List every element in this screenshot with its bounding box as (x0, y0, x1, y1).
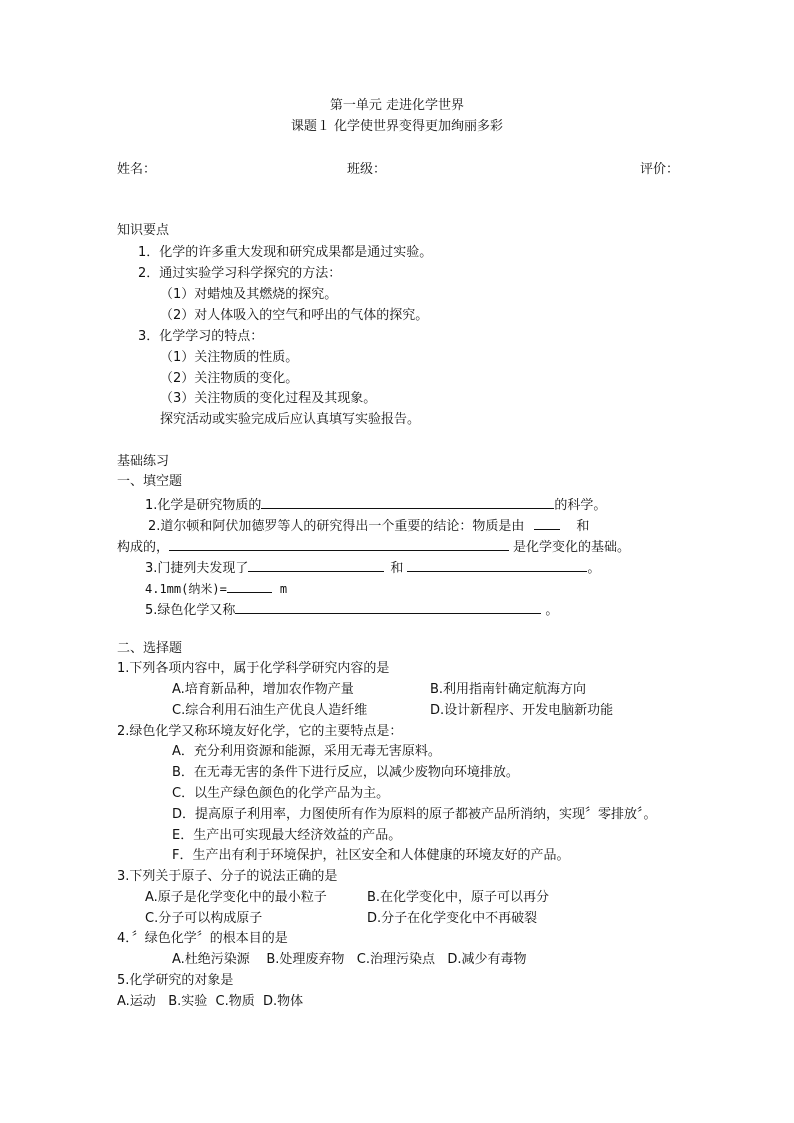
q1-option-a[interactable]: A.培育新品种，增加农作物产量 (172, 682, 354, 697)
fill-question-4 (145, 579, 287, 597)
fill-1-text-b: 的科学。 (554, 498, 607, 513)
knowledge-point-3c: （3）关注物质的变化过程及其现象。 (160, 391, 377, 406)
choice-question-1: 1.下列各项内容中，属于化学科学研究内容的是 (117, 661, 390, 676)
fill-2-blank-2[interactable] (169, 537, 509, 551)
fill-2-text-b: 和 (576, 519, 590, 534)
q2-option-d[interactable]: D．提高原子利用率，力图使所有作为原料的原子都被产品所消纳，实现〞零排放〞。 (172, 807, 657, 822)
q1-option-b[interactable]: B.利用指南针确定航海方向 (430, 682, 587, 697)
q3-option-a[interactable]: A.原子是化学变化中的最小粒子 (145, 890, 327, 905)
fill-5-blank[interactable] (235, 600, 541, 614)
grade-label: 评价： (640, 162, 680, 177)
fill-2-text-c: 构成的， (117, 540, 170, 555)
fill-2-blank-1[interactable] (534, 516, 560, 530)
fill-question-1 (145, 495, 606, 514)
q4-options[interactable]: A.杜绝污染源 B.处理废弃物 C.治理污染点 D.减少有毒物 (172, 952, 527, 967)
knowledge-note: 探究活动或实验完成后应认真填写实验报告。 (160, 412, 421, 427)
fill-question-5 (145, 600, 558, 619)
knowledge-point-3a: （1）关注物质的性质。 (160, 350, 299, 365)
q3-option-d[interactable]: D.分子在化学变化中不再破裂 (367, 911, 538, 926)
fill-3-text-c: 。 (587, 561, 601, 576)
knowledge-point-2a: （1）对蜡烛及其燃烧的探究。 (160, 287, 338, 302)
fill-1-text-a: 1.化学是研究物质的 (145, 498, 262, 513)
fill-4-text-b: m (279, 582, 288, 596)
fill-2-text-d: 是化学变化的基础。 (513, 540, 631, 555)
q2-option-a[interactable]: A．充分利用资源和能源，采用无毒无害原料。 (172, 744, 441, 759)
choice-question-2: 2.绿色化学又称环境友好化学，它的主要特点是： (117, 724, 403, 739)
fill-blank-heading: 一、填空题 (117, 474, 183, 489)
choice-question-5: 5.化学研究的对象是 (117, 973, 234, 988)
fill-question-3 (145, 558, 600, 577)
knowledge-point-2: 2．通过实验学习科学探究的方法： (138, 266, 342, 281)
fill-1-blank[interactable] (261, 495, 554, 509)
knowledge-point-3: 3．化学学习的特点： (138, 329, 264, 344)
q2-option-c[interactable]: C．以生产绿色颜色的化学产品为主。 (172, 786, 390, 801)
q1-option-c[interactable]: C.综合利用石油生产优良人造纤维 (172, 703, 368, 718)
choice-heading: 二、选择题 (117, 641, 183, 656)
fill-4-text-a: 4.1mm(纳米)= (145, 582, 227, 596)
knowledge-point-1: 1．化学的许多重大发现和研究成果都是通过实验。 (138, 245, 433, 260)
practice-heading: 基础练习 (117, 454, 170, 469)
fill-3-blank-2[interactable] (407, 558, 587, 572)
knowledge-heading: 知识要点 (117, 223, 170, 238)
fill-5-text-a: 5.绿色化学又称 (145, 603, 236, 618)
q2-option-b[interactable]: B．在无毒无害的条件下进行反应，以减少废物向环境排放。 (172, 765, 519, 780)
class-label: 班级： (347, 162, 387, 177)
unit-title: 第一单元 走进化学世界 (329, 98, 465, 113)
q2-option-e[interactable]: E．生产出可实现最大经济效益的产品。 (172, 828, 402, 843)
fill-5-text-b: 。 (545, 603, 559, 618)
fill-3-text-a: 3.门捷列夫发现了 (145, 561, 249, 576)
lesson-title: 课题１ 化学使世界变得更加绚丽多彩 (290, 119, 504, 134)
knowledge-point-3b: （2）关注物质的变化。 (160, 371, 299, 386)
fill-3-blank-1[interactable] (248, 558, 384, 572)
q5-options[interactable]: A.运动 B.实验 C.物质 D.物体 (117, 994, 304, 1009)
fill-2-text-a: 2.道尔顿和阿伏加德罗等人的研究得出一个重要的结论：物质是由 (148, 519, 525, 534)
q1-option-d[interactable]: D.设计新程序、开发电脑新功能 (430, 703, 614, 718)
q3-option-b[interactable]: B.在化学变化中，原子可以再分 (367, 890, 550, 905)
choice-question-3: 3.下列关于原子、分子的说法正确的是 (117, 869, 338, 884)
fill-question-2-line-1 (148, 516, 589, 535)
knowledge-point-2b: （2）对人体吸入的空气和呼出的气体的探究。 (160, 308, 429, 323)
fill-4-blank[interactable] (227, 579, 272, 593)
q2-option-f[interactable]: F．生产出有利于环境保护，社区安全和人体健康的环境友好的产品。 (172, 848, 570, 863)
choice-question-4: 4．〞绿色化学〞的根本目的是 (117, 931, 288, 946)
fill-3-text-b: 和 (390, 561, 404, 576)
q3-option-c[interactable]: C.分子可以构成原子 (145, 911, 263, 926)
fill-question-2-line-2 (117, 537, 630, 556)
name-label: 姓名： (117, 162, 157, 177)
